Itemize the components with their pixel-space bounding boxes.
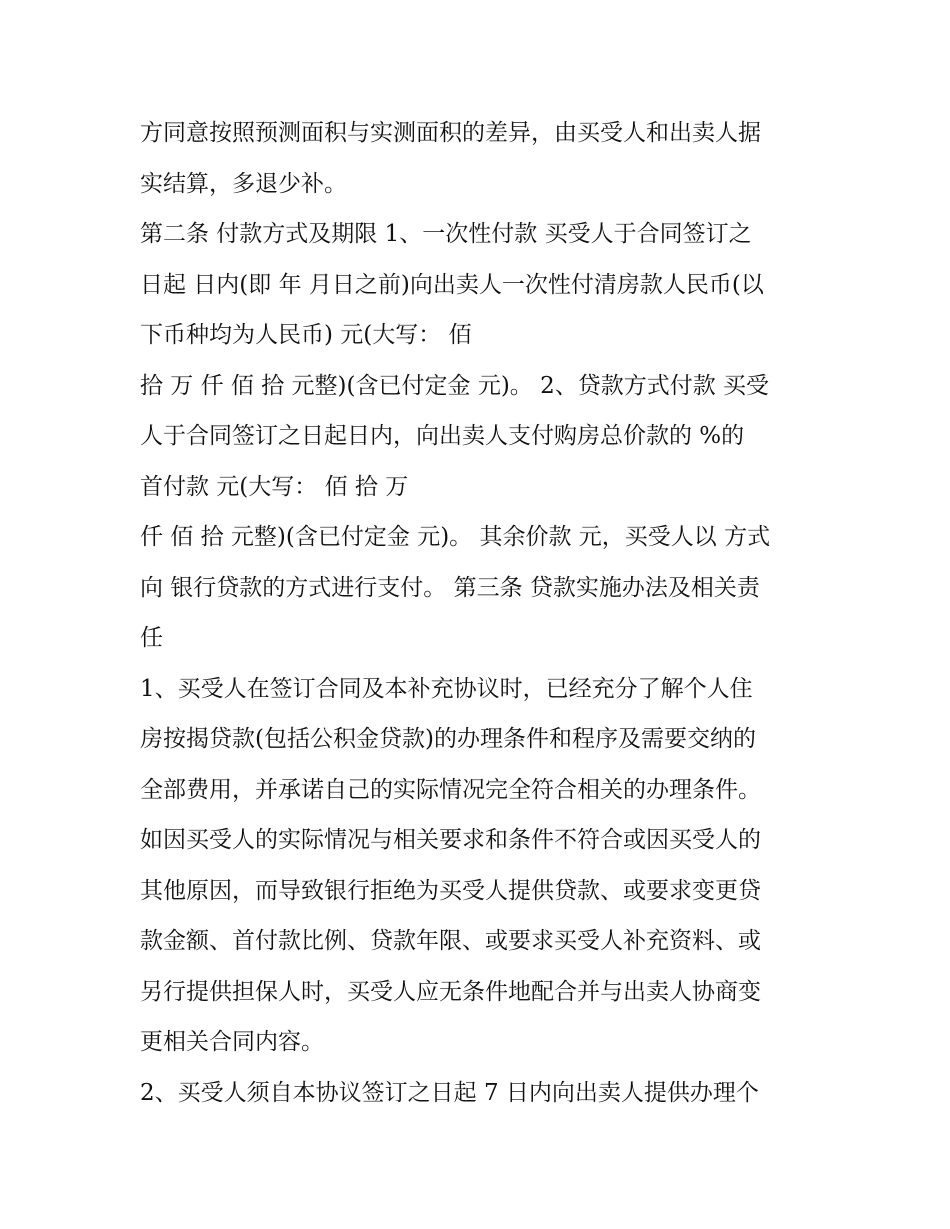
- text-line: 第二条 付款方式及期限 1、一次性付款 买受人于合同签订之: [140, 221, 752, 247]
- text-line: 人于合同签订之日起日内，向出卖人支付购房总价款的 %的: [140, 423, 745, 449]
- text-line: 日起 日内(即 年 月日之前)向出卖人一次性付清房款人民币(以: [140, 271, 764, 298]
- text-line: 首付款 元(大写： 佰 拾 万: [140, 473, 409, 500]
- text-line: 其他原因，而导致银行拒绝为买受人提供贷款、或要求变更贷: [140, 877, 761, 904]
- text-line: 另行提供担保人时，买受人应无条件地配合并与出卖人协商变: [140, 978, 761, 1005]
- text-line: 方同意按照预测面积与实测面积的差异，由买受人和出卖人据: [140, 120, 761, 146]
- text-line: 下币种均为人民币) 元(大写： 佰: [140, 322, 472, 348]
- text-line: 房按揭贷款(包括公积金贷款)的办理条件和程序及需要交纳的: [140, 726, 756, 752]
- text-line: 向 银行贷款的方式进行支付。 第三条 贷款实施办法及相关责: [140, 574, 760, 601]
- text-line: 1、买受人在签订合同及本补充协议时，已经充分了解个人住: [140, 675, 753, 702]
- text-line: 更相关合同内容。: [140, 1029, 324, 1055]
- text-line: 全部费用，并承诺自己的实际情况完全符合相关的办理条件。: [140, 776, 761, 803]
- text-line: 实结算，多退少补。: [140, 170, 347, 197]
- text-line: 任: [140, 625, 163, 651]
- text-line: 款金额、首付款比例、贷款年限、或要求买受人补充资料、或: [140, 928, 761, 954]
- text-line: 拾 万 仟 佰 拾 元整)(含已付定金 元)。 2、贷款方式付款 买受: [140, 372, 770, 399]
- text-line: 如因买受人的实际情况与相关要求和条件不符合或因买受人的: [140, 827, 761, 853]
- text-line: 仟 佰 拾 元整)(含已付定金 元)。 其余价款 元，买受人以 方式: [140, 524, 771, 550]
- text-line: 2、买受人须自本协议签订之日起 7 日内向出卖人提供办理个: [140, 1079, 759, 1106]
- contract-text: [140, 108, 820, 1118]
